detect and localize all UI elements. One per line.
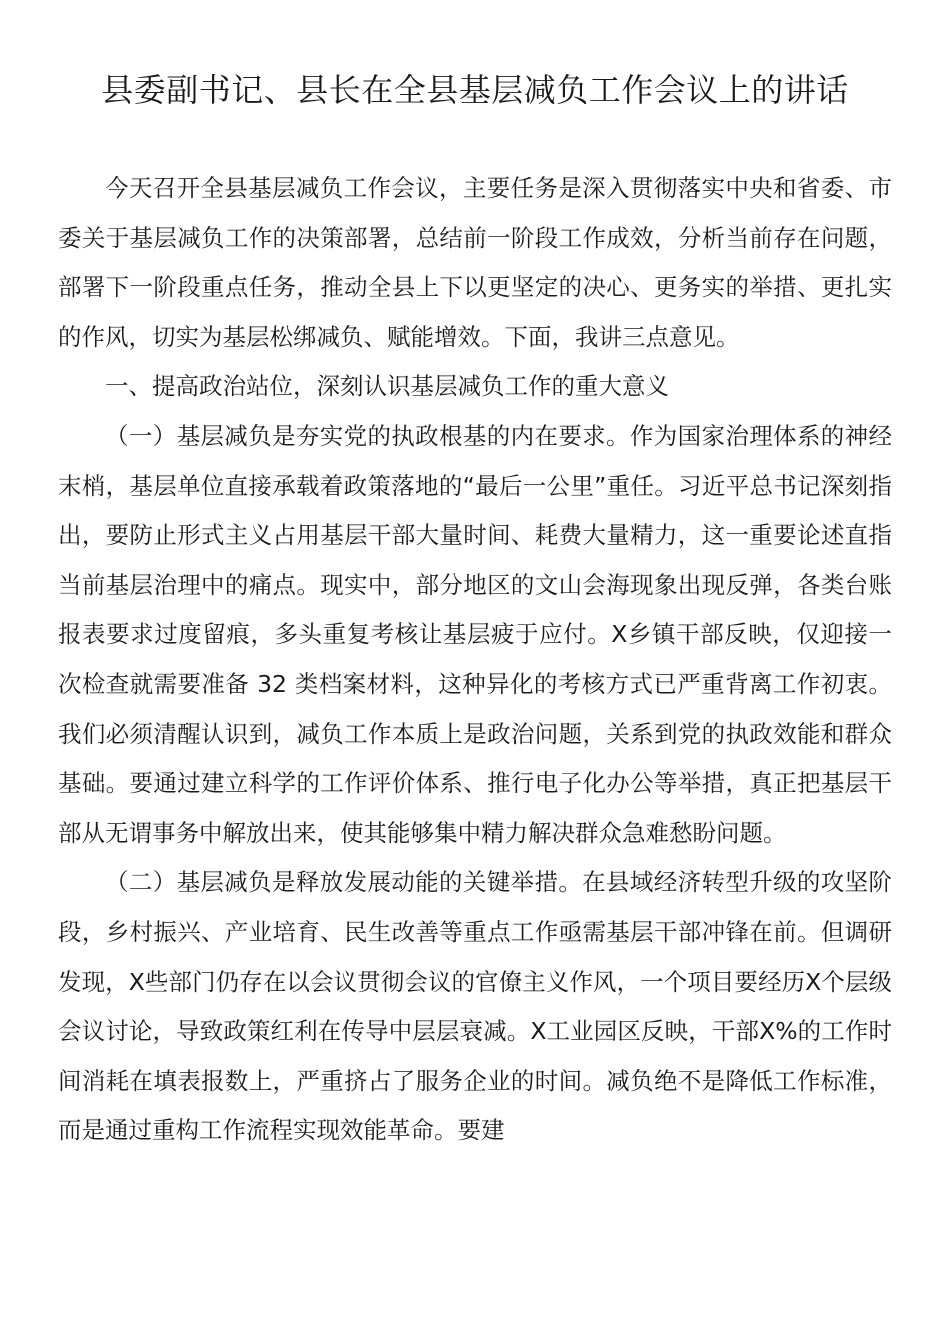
paragraph-1-2: （二）基层减负是释放发展动能的关键举措。在县域经济转型升级的攻坚阶段，乡村振兴、产业培育、民生改善等重点工作亟需基层干部冲锋在前。但调研发现，X些部门仍存在以会议贯彻会议的官僚主义作风，一个项目要经历X个层级会议讨论，导致政策红利在传导中层层衰减。X工业园区反映，干部X%的工作时间消耗在填表报数上，严重挤占了服务企业的时间。减负绝不是降低工作标准，而是通过重构工作流程实现效能革命。要建 <box>58 868 892 1145</box>
document-body <box>58 164 892 1156</box>
paragraph-1-1: （一）基层减负是夯实党的执政根基的内在要求。作为国家治理体系的神经末梢，基层单位直接承载着政策落地的“最后一公里”重任。习近平总书记深刻指出，要防止形式主义占用基层干部大量时间、耗费大量精力，这一重要论述直指当前基层治理中的痛点。现实中，部分地区的文山会海现象出现反弹，各类台账报表要求过度留痕，多头重复考核让基层疲于应付。X乡镇干部反映，仅迎接一次检查就需要准备 32 类档案材料，这种异化的考核方式已严重背离工作初衷。我们必须清醒认识到，减负工作本质上是政治问题，关系到党的执政效能和群众基础。要通过建立科学的工作评价体系、推行电子化办公等举措，真正把基层干部从无谓事务中解放出来，使其能够集中精力解决群众急难愁盼问题。 <box>58 421 892 847</box>
document-title: 县委副书记、县长在全县基层减负工作会议上的讲话 <box>101 71 849 109</box>
section-heading-1: 一、提高政治站位，深刻认识基层减负工作的重大意义 <box>105 372 669 401</box>
paragraph-intro: 今天召开全县基层减负工作会议，主要任务是深入贯彻落实中央和省委、市委关于基层减负工作的决策部署，总结前一阶段工作成效，分析当前存在问题，部署下一阶段重点任务，推动全县上下以更坚定的决心、更务实的举措、更扎实的作风，切实为基层松绑减负、赋能增效。下面，我讲三点意见。 <box>58 174 892 351</box>
